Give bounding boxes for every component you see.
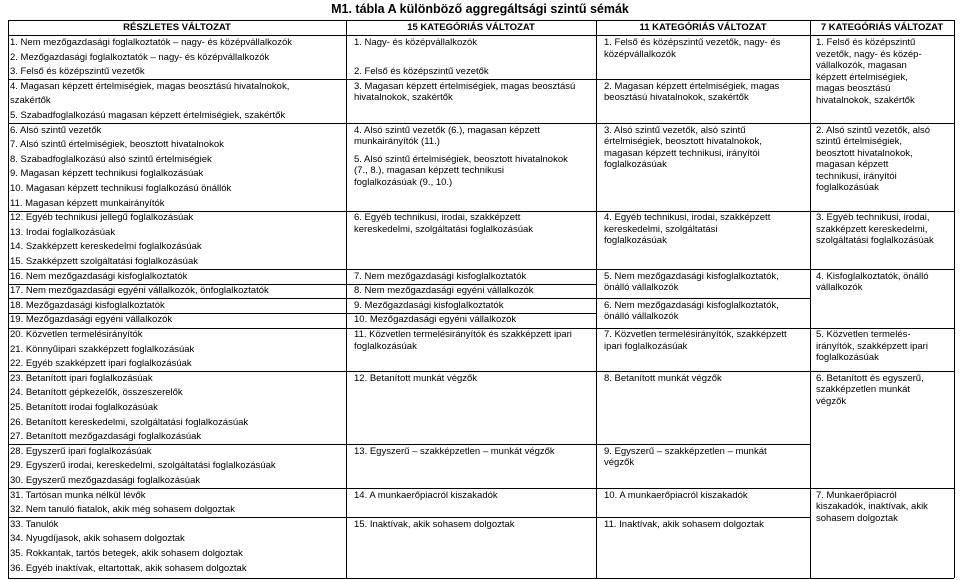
detailed-item: 29. Egyszerű irodai, kereskedelmi, szolgáltatási foglalkozásúak [10, 460, 276, 472]
category-7-item: 1. Felső és középszintű vezetők, nagy- és közép- vállalkozók, magasan képzett értelmiségiek, magas beosztású hivatalnokok, szakértők [816, 37, 922, 106]
detailed-item: 18. Mezőgazdasági kisfoglalkoztatók [10, 299, 165, 311]
category-15-item: 10. Mezőgazdasági egyéni vállalkozók [354, 314, 517, 326]
category-11-item: 9. Egyszerű – szakképzetlen – munkát végzők [604, 445, 767, 469]
header-11-categories: 11 KATEGÓRIÁS VÁLTOZAT [639, 22, 767, 33]
category-7-item: 2. Alsó szintű vezetők, alsó szintű értelmiségiek, beosztott hivatalnokok, magasan képzett technikusi, irányítói foglalkozásúak [816, 124, 931, 194]
detailed-item: 24. Betanított gépkezelők, összeszerelők [10, 387, 183, 399]
category-15-item: 14. A munkaerőpiacról kiszakadók [354, 489, 498, 501]
grid-line [810, 20, 811, 578]
category-11-item: 5. Nem mezőgazdasági kisfoglalkoztatók, önálló vállalkozók [604, 270, 779, 294]
detailed-item: 26. Betanított kereskedelmi, szolgáltatási foglalkozásúak [10, 416, 249, 428]
detailed-item: 21. Könnyűipari szakképzett foglalkozásúak [10, 343, 195, 355]
detailed-item: 13. Irodai foglalkozásúak [10, 226, 116, 238]
category-15-item: 1. Nagy- és középvállalkozók [354, 37, 478, 48]
category-15-item: 5. Alsó szintű értelmiségiek, beosztott hivatalnokok (7., 8.), magasan képzett technikusi foglalkozásúak (9., 10.) [354, 153, 568, 188]
table-title: M1. tábla A különböző aggregáltsági szintű sémák [331, 2, 629, 16]
detailed-item: 33. Tanulók [10, 518, 59, 530]
detailed-item: 9. Magasan képzett technikusi foglalkozásúak [10, 168, 204, 180]
category-11-item: 11. Inaktívak, akik sohasem dolgoztak [604, 518, 764, 530]
detailed-item: 7. Alsó szintű értelmiségiek, beosztott hivatalnokok [10, 139, 224, 151]
detailed-item: 10. Magasan képzett technikusi foglalkozású önállók [10, 183, 232, 194]
category-7-item: 3. Egyéb technikusi, irodai, szakképzett kereskedelmi, szolgáltatási foglalkozásúak [816, 212, 934, 247]
grid-line [8, 35, 954, 36]
grid-line [8, 20, 954, 21]
detailed-item: 5. Szabadfoglalkozású magasan képzett értelmiségiek, szakértők [10, 110, 286, 121]
detailed-item: 2. Mezőgazdasági foglalkoztatók – nagy- és középvállalkozók [10, 51, 270, 63]
category-15-item: 3. Magasan képzett értelmiségiek, magas beosztású hivatalnokok, szakértők [354, 80, 576, 104]
detailed-item: 17. Nem mezőgazdasági egyéni vállalkozók, önfoglalkoztatók [10, 285, 269, 297]
detailed-item: 30. Egyszerű mezőgazdasági foglalkozásúak [10, 475, 201, 486]
header-detailed: RÉSZLETES VÁLTOZAT [123, 22, 231, 33]
detailed-item: 19. Mezőgazdasági egyéni vállalkozók [10, 314, 173, 326]
category-11-item: 3. Alsó szintű vezetők, alsó szintű értelmiségiek, beosztott hivatalnokok, magasan képzett technikusi, irányítói foglalkozásúak [604, 124, 762, 171]
category-11-item: 1. Felső és középszintű vezetők, nagy- és középvállalkozók [604, 37, 781, 60]
category-15-item: 15. Inaktívak, akik sohasem dolgoztak [354, 518, 515, 530]
category-11-item: 8. Betanított munkát végzők [604, 372, 722, 384]
category-11-item: 7. Közvetlen termelésirányítók, szakképzett ipari foglalkozásúak [604, 329, 787, 352]
detailed-item: 36. Egyéb inaktívak, eltartottak, akik sohasem dolgoztak [10, 562, 247, 574]
detailed-item: 31. Tartósan munka nélkül lévők [10, 489, 146, 501]
category-15-item: 13. Egyszerű – szakképzetlen – munkát végzők [354, 445, 555, 457]
category-7-item: 7. Munkaerőpiacról kiszakadók, inaktívak, akik sohasem dolgoztak [816, 489, 928, 524]
detailed-item: 28. Egyszerű ipari foglalkozásúak [10, 445, 152, 457]
detailed-item: 22. Egyéb szakképzett ipari foglalkozásúak [10, 358, 192, 370]
detailed-item: 20. Közvetlen termelésirányítók [10, 329, 143, 340]
header-7-categories: 7 KATEGÓRIÁS VÁLTOZAT [820, 22, 944, 33]
detailed-item: 4. Magasan képzett értelmiségiek, magas beosztású hivatalnokok, [10, 80, 290, 92]
category-7-item: 6. Betanított és egyszerű, szakképzetlen munkát végzők [816, 372, 924, 407]
category-15-item: 8. Nem mezőgazdasági egyéni vállalkozók [354, 285, 534, 297]
detailed-item: 1. Nem mezőgazdasági foglalkoztatók – nagy- és középvállalkozók [10, 37, 292, 48]
detailed-item: 8. Szabadfoglalkozású alsó szintű értelmiségiek [10, 153, 212, 165]
category-7-item: 4. Kisfoglalkoztatók, önálló vállalkozók [816, 270, 929, 294]
detailed-item: szakértők [10, 95, 51, 107]
grid-line [8, 578, 954, 579]
detailed-item: 12. Egyéb technikusi jellegű foglalkozásúak [10, 212, 194, 224]
detailed-item: 25. Betanított irodai foglalkozásúak [10, 402, 158, 413]
category-11-item: 6. Nem mezőgazdasági kisfoglalkoztatók, önálló vállalkozók [604, 299, 779, 323]
detailed-item: 23. Betanított ipari foglalkozásúak [10, 372, 153, 384]
detailed-item: 35. Rokkantak, tartós betegek, akik sohasem dolgoztak [10, 548, 243, 559]
category-11-item: 4. Egyéb technikusi, irodai, szakképzett kereskedelmi, szolgáltatási foglalkozásúak [604, 212, 771, 247]
detailed-item: 32. Nem tanuló fiatalok, akik még sohasem dolgoztak [10, 504, 235, 516]
category-15-item: 4. Alsó szintű vezetők (6.), magasan képzett munkairányítók (11.) [354, 124, 540, 148]
grid-line [8, 517, 346, 518]
category-7-item: 5. Közvetlen termelés- irányítók, szakképzett ipari foglalkozásúak [816, 329, 928, 363]
detailed-item: 16. Nem mezőgazdasági kisfoglalkoztatók [10, 270, 188, 282]
category-15-item: 9. Mezőgazdasági kisfoglalkoztatók [354, 299, 504, 311]
detailed-item: 14. Szakképzett kereskedelmi foglalkozásúak [10, 241, 202, 253]
category-11-item: 10. A munkaerőpiacról kiszakadók [604, 489, 748, 501]
detailed-item: 15. Szakképzett szolgáltatási foglalkozásúak [10, 256, 198, 267]
category-15-item: 11. Közvetlen termelésirányítók és szakképzett ipari foglalkozásúak [354, 329, 572, 352]
detailed-item: 34. Nyugdíjasok, akik sohasem dolgoztak [10, 533, 185, 545]
category-15-item: 12. Betanított munkát végzők [354, 372, 478, 384]
detailed-item: 6. Alsó szintű vezetők [10, 124, 102, 136]
detailed-item: 3. Felső és középszintű vezetők [10, 66, 145, 78]
grid-line [954, 20, 955, 578]
detailed-item: 27. Betanított mezőgazdasági foglalkozásúak [10, 431, 202, 443]
category-15-item: 7. Nem mezőgazdasági kisfoglalkoztatók [354, 270, 527, 282]
detailed-item: 11. Magasan képzett munkairányítók [10, 197, 165, 209]
category-11-item: 2. Magasan képzett értelmiségiek, magas beosztású hivatalnokok, szakértők [604, 80, 780, 104]
category-15-item: 2. Felső és középszintű vezetők [354, 66, 489, 78]
header-15-categories: 15 KATEGÓRIÁS VÁLTOZAT [407, 22, 535, 33]
category-15-item: 6. Egyéb technikusi, irodai, szakképzett kereskedelmi, szolgáltatási foglalkozásúak [354, 212, 534, 235]
